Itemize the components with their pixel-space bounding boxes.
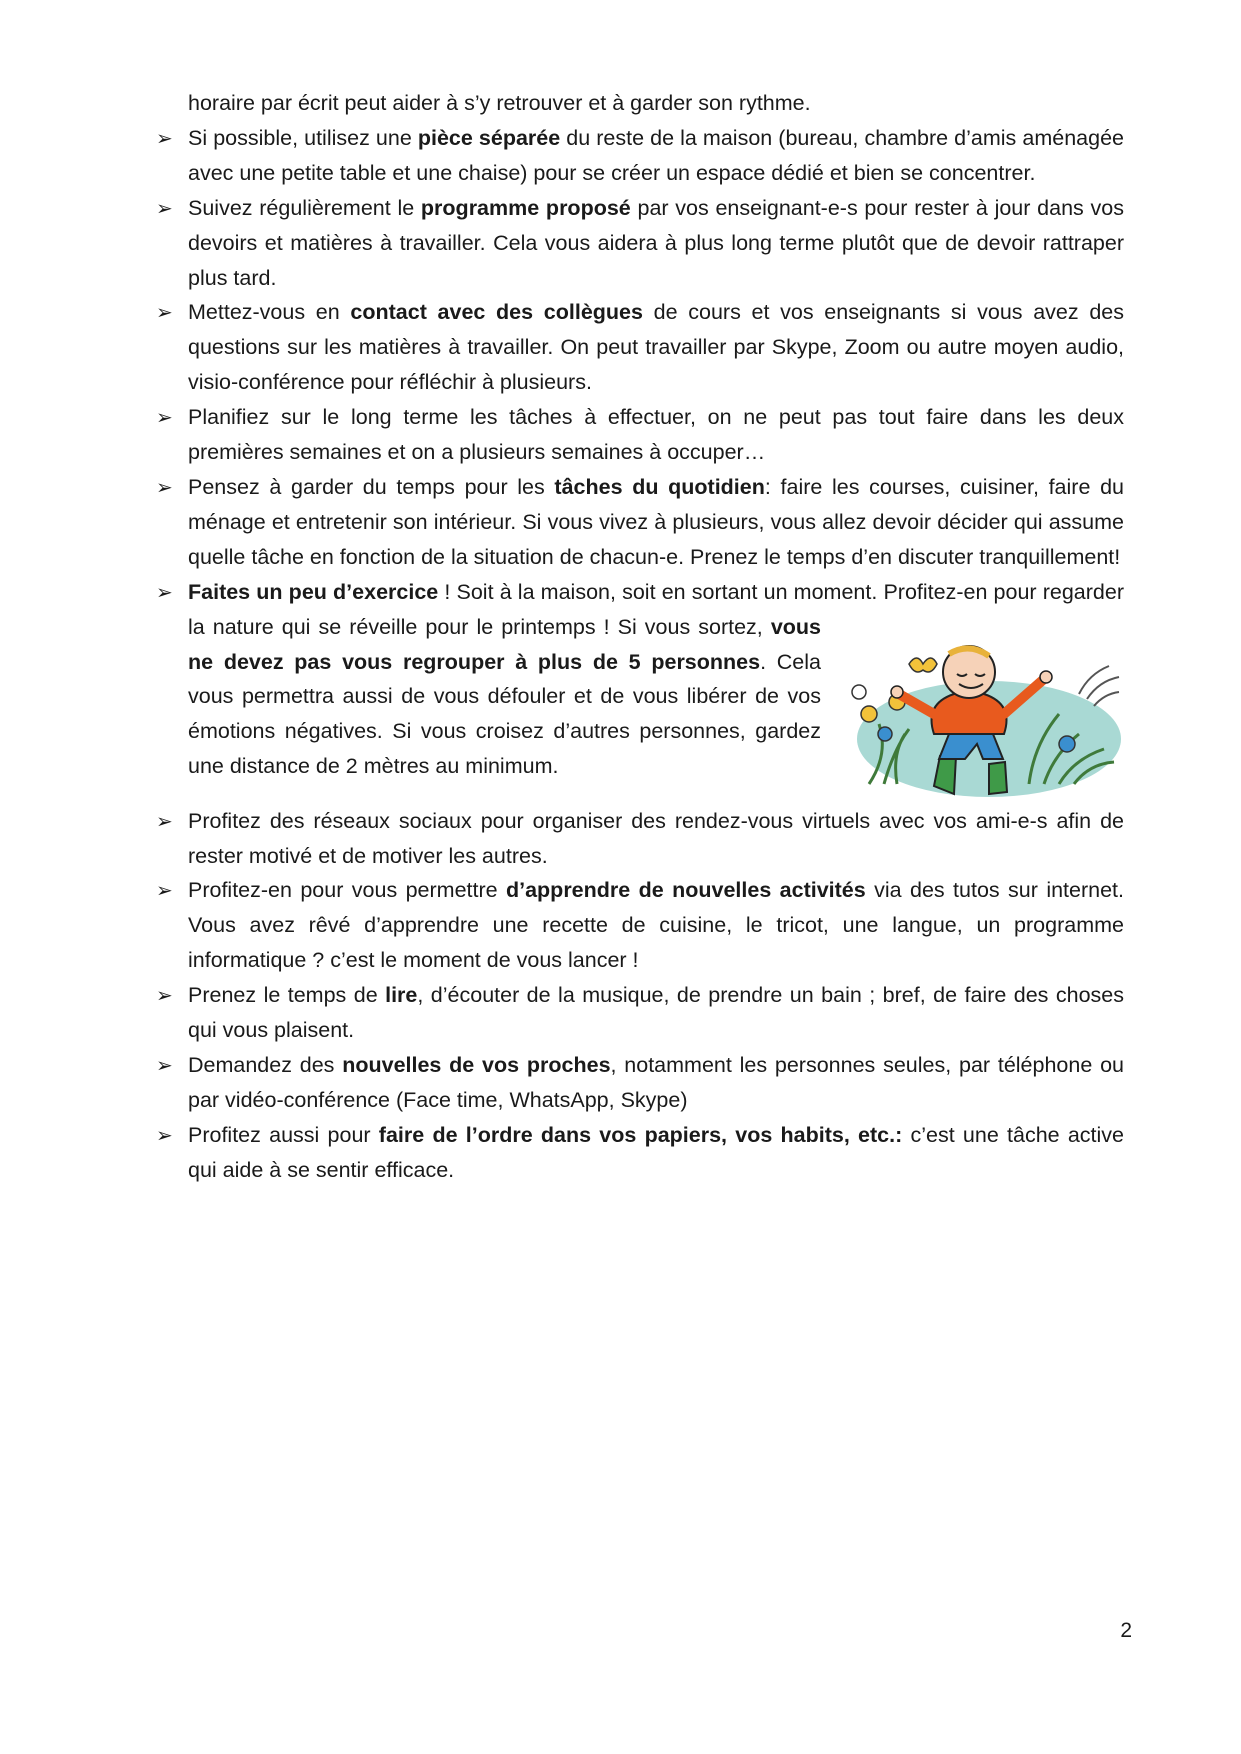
continuation-line: horaire par écrit peut aider à s’y retrouver et à garder son rythme. (188, 91, 811, 115)
bullet-item (156, 191, 1124, 296)
bullet-text: Prenez le temps de (188, 983, 386, 1008)
bold-phrase: programme proposé (420, 195, 631, 220)
page-number: 2 (1120, 1619, 1132, 1642)
bullet-text: , notamment les personnes seules, par téléphone ou par vidéo-conférence (Face time, WhatsApp, Skype) (188, 1052, 1124, 1112)
bullet-item (156, 1048, 1124, 1118)
bullet-text: Profitez aussi pour (188, 1122, 379, 1147)
bullet-text: Si possible, utilisez une (188, 125, 418, 150)
bullet-item (156, 804, 1124, 874)
bullet-text: . Cela vous permettra aussi de vous défouler et de vous libérer de vos émotions négatives. Si vous croisez d’autres personnes, gardez une distance de 2 mètres au minimum. (188, 649, 821, 779)
bullet-item (156, 1118, 1124, 1188)
bold-phrase: Faites un peu d’exercice (188, 579, 439, 604)
bullet-item (156, 873, 1124, 978)
bullet-text: , d’écouter de la musique, de prendre un bain ; bref, de faire des choses qui vous plaisent. (188, 983, 1124, 1043)
bold-phrase: nouvelles de vos proches (342, 1052, 611, 1077)
bullet-arrow-icon: ➢ (156, 125, 173, 150)
bullet-arrow-icon: ➢ (156, 983, 173, 1008)
bullet-arrow-icon: ➢ (156, 405, 173, 430)
bullet-text: Pensez à garder du temps pour les (188, 474, 555, 499)
bold-phrase: d’apprendre de nouvelles activités (505, 878, 866, 903)
bullet-text: Profitez-en pour vous permettre (188, 878, 506, 903)
bullet-text: : faire les courses, cuisiner, faire du ménage et entretenir son intérieur. Si vous vivez à plusieurs, vous allez devoir décider qui assume quelle tâche en fonction de la situation de chacun-e. Prenez le temps d’en discuter tranquillement! (188, 474, 1124, 569)
bullet-arrow-icon: ➢ (156, 878, 173, 903)
bullet-text: Mettez-vous en (188, 300, 351, 325)
bullet-text: par vos enseignant-e-s pour rester à jour dans vos devoirs et matières à travailler. Cela vous aidera à plus long terme plutôt que de devoir rattraper plus tard. (188, 195, 1124, 290)
bullet-list-bottom (156, 804, 1124, 1188)
bold-phrase: lire (385, 983, 418, 1008)
bullet-item (156, 400, 1124, 470)
bullet-text: ! Soit à la maison, soit en sortant un moment. Profitez-en pour regarder la nature qui se réveille pour le printemps ! Si vous sortez, (188, 579, 1124, 639)
bullet-arrow-icon: ➢ (156, 474, 173, 499)
bullet-text: via des tutos sur internet. Vous avez rêvé d’apprendre une recette de cuisine, le tricot, une langue, un programme informatique ? c’est le moment de vous lancer ! (188, 878, 1125, 973)
bold-phrase: pièce séparée (417, 125, 561, 150)
bullet-text: c’est une tâche active qui aide à se sentir efficace. (188, 1122, 1124, 1182)
bullet-arrow-icon: ➢ (156, 300, 173, 325)
bullet-arrow-icon: ➢ (156, 579, 173, 604)
bullet-item (156, 295, 1124, 400)
bullet-exercise (156, 575, 1124, 804)
bullet-text: de cours et vos enseignants si vous avez des questions sur les matières à travailler. On peut travailler par Skype, Zoom ou autre moyen audio, visio-conférence pour réfléchir à plusieurs. (188, 300, 1124, 395)
bullet-text: Profitez des réseaux sociaux pour organiser des rendez-vous virtuels avec vos ami-e-s afin de rester motivé et de motiver les autres. (188, 808, 1124, 868)
bullet-arrow-icon: ➢ (156, 1122, 173, 1147)
page-content (156, 86, 1124, 1188)
bullet-arrow-icon: ➢ (156, 1052, 173, 1077)
bullet-item (156, 121, 1124, 191)
bullet-text: du reste de la maison (bureau, chambre d’amis aménagée avec une petite table et une chaise) pour se créer un espace dédié et bien se concentrer. (188, 125, 1124, 185)
bullet-item (156, 470, 1124, 575)
child-walking-illustration (839, 644, 1124, 800)
bold-phrase: tâches du quotidien (554, 474, 765, 499)
bullet-text: Demandez des (188, 1052, 343, 1077)
bullet-text: Planifiez sur le long terme les tâches à effectuer, on ne peut pas tout faire dans les deux premières semaines et on a plusieurs semaines à occuper… (188, 405, 1124, 465)
bold-phrase: vous ne devez pas vous regrouper à plus de 5 personnes (188, 614, 821, 674)
bold-phrase: contact avec des collègues (350, 300, 643, 325)
bullet-list-top (156, 121, 1124, 575)
bullet-text: Suivez régulièrement le (188, 195, 421, 220)
bullet-arrow-icon: ➢ (156, 195, 173, 220)
bullet-arrow-icon: ➢ (156, 808, 173, 833)
bold-phrase: faire de l’ordre dans vos papiers, vos habits, etc.: (378, 1122, 903, 1147)
bullet-item (156, 978, 1124, 1048)
